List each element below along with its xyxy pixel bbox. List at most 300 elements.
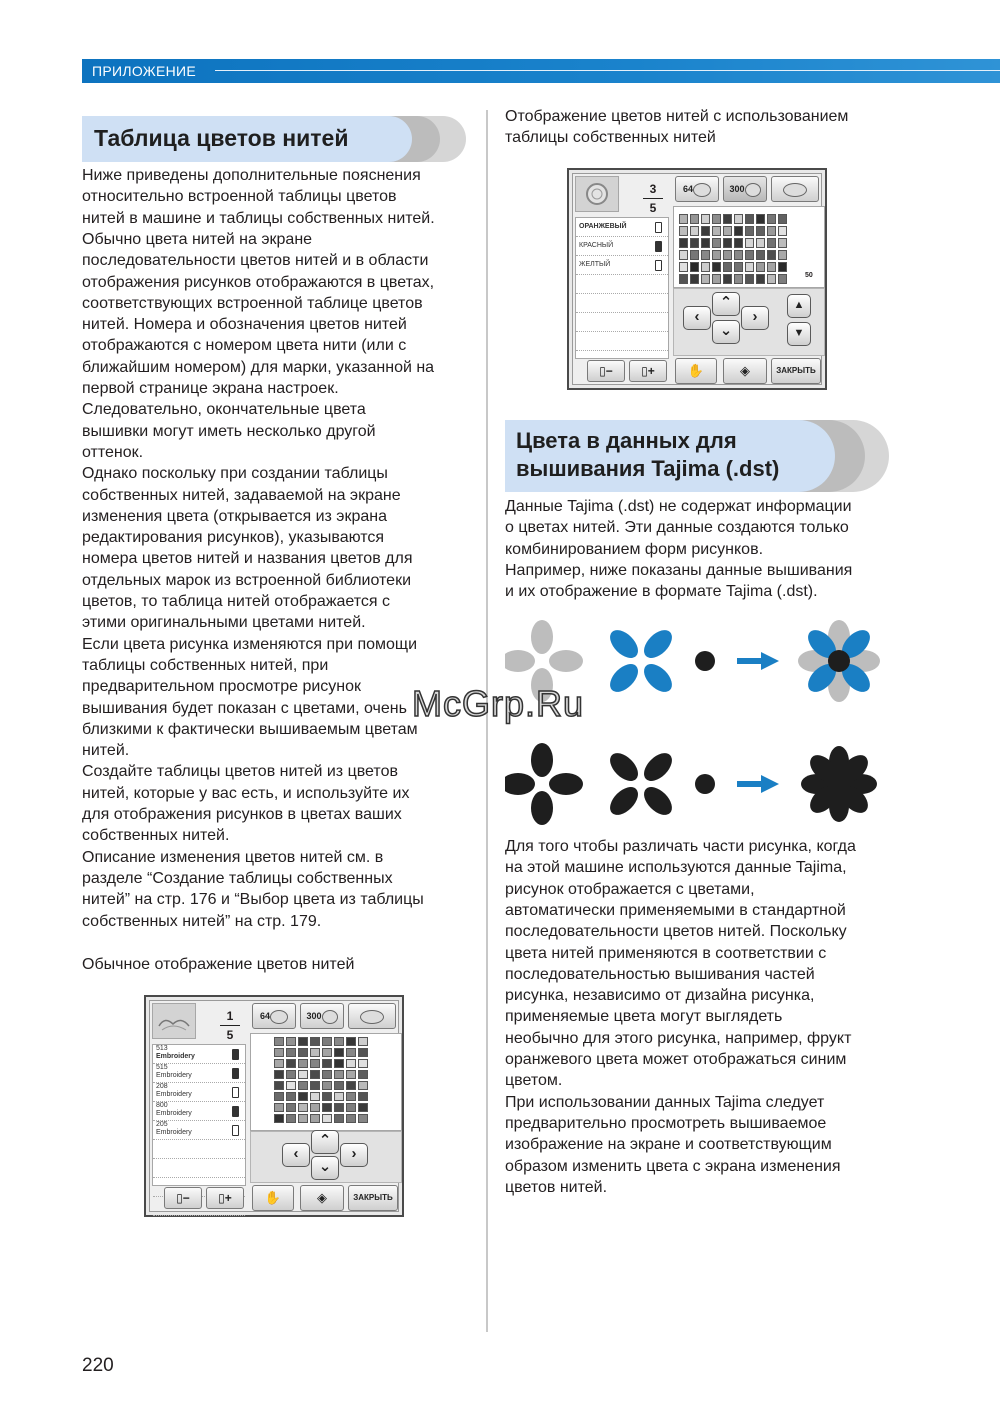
text-line: Например, ниже показаны данные вышивания [505, 561, 853, 579]
color-swatch[interactable] [310, 1048, 320, 1057]
arrow-up-button[interactable]: ⌃ [712, 292, 740, 316]
sort-icon: ◈ [317, 1190, 327, 1205]
color-swatch[interactable] [767, 262, 776, 272]
color-swatch[interactable] [734, 214, 743, 224]
color-swatch[interactable] [679, 238, 688, 248]
text-line: комбинированием форм рисунков. [505, 540, 764, 558]
color-swatch[interactable] [712, 274, 721, 284]
text-line: вышивки могут иметь несколько другой [82, 422, 376, 440]
thread-color-name: ОРАНЖЕВЫЙ [579, 223, 627, 230]
color-swatch[interactable] [298, 1048, 308, 1057]
fraction-line [220, 1025, 240, 1026]
color-swatch[interactable] [745, 226, 754, 236]
arrow-down-button[interactable]: ⌄ [712, 320, 740, 344]
page-number: 220 [82, 1355, 114, 1376]
thread-list-item[interactable] [576, 218, 668, 237]
black-dot-icon [695, 651, 715, 671]
color-swatch[interactable] [310, 1114, 320, 1123]
text-line: вышивания будет показан с цветами, очень [82, 699, 407, 717]
thread-list-item[interactable] [153, 1102, 245, 1121]
color-swatch[interactable] [745, 250, 754, 260]
btn-64-label: 64 [259, 1011, 270, 1021]
color-swatch[interactable] [745, 262, 754, 272]
text-line: собственных нитей. [82, 827, 230, 845]
text-line: нитей, которые у вас есть, и используйте их [82, 784, 410, 802]
thread-list-item[interactable] [153, 1064, 245, 1083]
color-swatch[interactable] [334, 1070, 344, 1079]
empty-list-slot [576, 294, 668, 313]
arrow-left-button[interactable]: ‹ [282, 1143, 310, 1167]
text-line: предварительном просмотре рисунок [82, 678, 362, 696]
color-swatch[interactable] [701, 274, 710, 284]
color-swatch[interactable] [334, 1103, 344, 1112]
sort-button[interactable] [723, 358, 767, 384]
screen-custom-thread-display [567, 168, 827, 390]
custom-spool-icon [783, 183, 807, 197]
text-line: Однако поскольку при создании таблицы [82, 465, 388, 483]
color-swatch[interactable] [310, 1103, 320, 1112]
color-swatch[interactable] [778, 274, 787, 284]
color-swatch[interactable] [346, 1114, 356, 1123]
page-total: 5 [649, 201, 657, 215]
text-line: цвета нитей применяются в соответствии с [505, 944, 827, 962]
palette-oval-icon [745, 183, 761, 197]
plus-label: + [647, 364, 655, 378]
text-line: Ниже приведены дополнительные пояснения [82, 167, 421, 184]
section-title-line1: Цвета в данных для [516, 428, 737, 453]
sort-icon: ◈ [740, 363, 750, 378]
text-line: отдельных марок из встроенной библиотеки [82, 571, 412, 589]
text-line: автоматически применяемыми в стандартной [505, 901, 846, 919]
color-swatch[interactable] [322, 1059, 332, 1068]
thread-brand: Embroidery [156, 1053, 195, 1060]
page-fraction [643, 182, 663, 215]
arrow-right-button[interactable]: › [741, 306, 769, 330]
empty-list-slot [153, 1159, 245, 1178]
text-line: собственных нитей” на стр. 179. [82, 912, 322, 930]
spool-icon [655, 241, 662, 252]
hand-button[interactable] [252, 1185, 294, 1211]
color-swatch[interactable] [712, 226, 721, 236]
page-current: 3 [649, 182, 657, 196]
pattern-thumbnail [152, 1003, 196, 1039]
color-swatch[interactable] [723, 262, 732, 272]
color-swatch[interactable] [334, 1048, 344, 1057]
color-swatch[interactable] [723, 238, 732, 248]
empty-list-slot [576, 313, 668, 332]
text-line: последовательности цветов нитей и в области [82, 252, 429, 270]
color-swatch[interactable] [767, 238, 776, 248]
color-swatch[interactable] [358, 1114, 368, 1123]
color-swatch[interactable] [274, 1059, 284, 1068]
color-swatch[interactable] [274, 1081, 284, 1090]
text-line: необычно для этого рисунка, например, фрукт [505, 1029, 852, 1047]
arrow-down-button[interactable]: ⌄ [311, 1156, 339, 1180]
text-line: собственных нитей, задаваемой на экране [82, 486, 401, 504]
text-line: нитей. [82, 742, 130, 760]
section-title: Таблица цветов нитей [94, 125, 349, 151]
text-line: таблицы собственных нитей, при [82, 656, 329, 674]
color-swatch[interactable] [358, 1092, 368, 1101]
color-swatch[interactable] [346, 1092, 356, 1101]
color-palette-grid [679, 214, 787, 284]
text-line: Создайте таблицы цветов нитей из цветов [82, 763, 398, 781]
fraction-line [643, 198, 663, 199]
text-line: этими оригинальными цветами нитей. [82, 614, 366, 632]
text-line: редактирования рисунков), указываются [82, 529, 385, 547]
close-label: ЗАКРЫТЬ [776, 366, 816, 375]
text-line: соответствующих встроенной таблице цветов [82, 294, 423, 312]
empty-list-slot [576, 332, 668, 351]
text-line: образом изменить цвета с экрана изменения [505, 1157, 841, 1175]
btn-64-colors[interactable] [252, 1003, 296, 1029]
color-swatch[interactable] [723, 274, 732, 284]
color-swatch[interactable] [334, 1059, 344, 1068]
text-line: для отображения рисунков в цветах ваших [82, 806, 402, 823]
color-swatch[interactable] [298, 1103, 308, 1112]
custom-spool-icon [360, 1010, 384, 1024]
color-swatch[interactable] [358, 1070, 368, 1079]
text-line: разделе “Создание таблицы собственных [82, 869, 393, 887]
color-swatch[interactable] [298, 1037, 308, 1046]
color-swatch[interactable] [286, 1092, 296, 1101]
btn-64-colors[interactable] [675, 176, 719, 202]
black-x-flower-icon [605, 748, 677, 820]
color-swatch[interactable] [756, 238, 765, 248]
page-fraction [220, 1009, 240, 1042]
spool-icon [232, 1087, 239, 1098]
text-line: Описание изменения цветов нитей см. в [82, 848, 384, 866]
text-line: Для того чтобы различать части рисунка, когда [505, 838, 856, 855]
btn-300-colors[interactable] [300, 1003, 344, 1029]
text-line: отображаются с номером цвета нити (или с [82, 337, 407, 355]
black-combined-flower-icon [801, 746, 877, 822]
color-swatch[interactable] [778, 214, 787, 224]
text-line: цветов нитей. [505, 1178, 608, 1196]
color-swatch[interactable] [322, 1037, 332, 1046]
text-line: нитей. Номера и обозначения цветов нитей [82, 316, 407, 334]
color-swatch[interactable] [334, 1037, 344, 1046]
section-header-tajima [505, 420, 891, 492]
caption-normal-display: Обычное отображение цветов нитей [82, 956, 355, 973]
color-swatch[interactable] [712, 238, 721, 248]
thread-color-name: ЖЕЛТЫЙ [579, 261, 611, 268]
text-line: рисунок отображается с цветами, [505, 880, 755, 898]
spool-icon [232, 1106, 239, 1117]
color-swatch[interactable] [734, 262, 743, 272]
color-swatch[interactable] [286, 1103, 296, 1112]
text-line: и их отображение в формате Tajima (.dst). [505, 583, 818, 601]
chapter-band [82, 59, 1000, 83]
combined-color-flower-icon [798, 620, 880, 702]
thread-brand: Embroidery [156, 1110, 192, 1117]
empty-list-slot [153, 1140, 245, 1159]
plus-label: + [224, 1191, 232, 1205]
text-line: цветов, то таблица нитей отображается с [82, 593, 391, 610]
color-swatch[interactable] [322, 1114, 332, 1123]
color-swatch[interactable] [274, 1103, 284, 1112]
hand-icon: ✋ [687, 363, 705, 378]
text-line: оттенок. [82, 443, 144, 461]
color-swatch[interactable] [322, 1070, 332, 1079]
color-swatch[interactable] [322, 1092, 332, 1101]
close-label: ЗАКРЫТЬ [353, 1193, 393, 1202]
color-swatch[interactable] [358, 1081, 368, 1090]
color-swatch[interactable] [701, 238, 710, 248]
color-swatch[interactable] [334, 1114, 344, 1123]
color-swatch[interactable] [274, 1037, 284, 1046]
spool-icon [232, 1125, 239, 1136]
color-swatch[interactable] [346, 1037, 356, 1046]
chapter-label: ПРИЛОЖЕНИЕ [92, 63, 197, 79]
color-swatch[interactable] [298, 1070, 308, 1079]
color-swatch[interactable] [701, 226, 710, 236]
color-swatch[interactable] [756, 214, 765, 224]
color-swatch[interactable] [723, 250, 732, 260]
color-swatch[interactable] [701, 262, 710, 272]
section-header-thread-table [82, 116, 468, 162]
text-line: номера цветов нитей и названия цветов для [82, 550, 413, 568]
color-swatch[interactable] [690, 274, 699, 284]
text-line: Следовательно, окончательные цвета [82, 401, 366, 419]
close-button[interactable] [348, 1185, 398, 1211]
color-swatch[interactable] [690, 238, 699, 248]
spool-minus-button[interactable]: ▯− [164, 1187, 202, 1209]
text-line: рисунка, независимо от дизайна рисунка, [505, 987, 815, 1005]
blue-x-flower-icon [605, 625, 677, 697]
color-swatch[interactable] [690, 250, 699, 260]
btn-64-label: 64 [682, 184, 693, 194]
color-swatch[interactable] [712, 262, 721, 272]
color-swatch[interactable] [734, 250, 743, 260]
pattern-thumbnail [575, 176, 619, 212]
color-swatch[interactable] [286, 1059, 296, 1068]
thread-number: 208 [156, 1083, 168, 1090]
thread-list [152, 1044, 246, 1186]
watermark: McGrp.Ru [412, 683, 585, 724]
thread-list-item[interactable] [153, 1083, 245, 1102]
color-swatch[interactable] [690, 226, 699, 236]
scroll-down-button[interactable]: ▼ [787, 322, 811, 346]
color-swatch[interactable] [274, 1048, 284, 1057]
color-swatch[interactable] [679, 214, 688, 224]
color-swatch[interactable] [745, 274, 754, 284]
black-cross-flower-icon [505, 743, 583, 825]
btn-300-colors[interactable] [723, 176, 767, 202]
sort-button[interactable] [300, 1185, 344, 1211]
color-swatch[interactable] [745, 214, 754, 224]
thread-number: 515 [156, 1064, 168, 1071]
spool-icon [232, 1049, 239, 1060]
color-swatch[interactable] [679, 262, 688, 272]
btn-custom-table[interactable] [771, 176, 819, 202]
color-count: 50 [805, 272, 813, 279]
color-swatch[interactable] [322, 1081, 332, 1090]
thread-list-item[interactable] [153, 1045, 245, 1064]
color-swatch[interactable] [712, 250, 721, 260]
palette-oval-icon [693, 183, 711, 197]
text-line: нитей” на стр. 176 и “Выбор цвета из таблицы [82, 891, 424, 909]
text-line: изменения цвета (открывается из экрана [82, 507, 387, 525]
color-swatch[interactable] [322, 1103, 332, 1112]
color-swatch[interactable] [701, 250, 710, 260]
color-swatch[interactable] [756, 226, 765, 236]
color-swatch[interactable] [723, 214, 732, 224]
color-swatch[interactable] [310, 1037, 320, 1046]
text-line: применяемые цвета могут выглядеть [505, 1008, 783, 1026]
arrow-up-button[interactable]: ⌃ [311, 1130, 339, 1154]
thread-list-item[interactable] [576, 256, 668, 275]
thread-number: 800 [156, 1102, 168, 1109]
thread-list-item[interactable] [576, 237, 668, 256]
color-swatch[interactable] [358, 1059, 368, 1068]
text-line: таблицы собственных нитей [505, 129, 716, 147]
color-swatch[interactable] [358, 1048, 368, 1057]
spool-plus-button[interactable]: ▯+ [206, 1187, 244, 1209]
thread-brand: Embroidery [156, 1129, 192, 1136]
spool-icon [655, 222, 662, 233]
thread-list [575, 217, 669, 359]
text-line: изображение на экране и соответствующим [505, 1136, 832, 1154]
color-swatch[interactable] [723, 226, 732, 236]
thread-brand: Embroidery [156, 1091, 192, 1098]
text-line: на этой машине используются данные Tajima, [505, 859, 847, 877]
color-swatch[interactable] [346, 1048, 356, 1057]
color-swatch[interactable] [346, 1103, 356, 1112]
arrow-right-button[interactable]: › [340, 1143, 368, 1167]
color-swatch[interactable] [679, 250, 688, 260]
color-swatch[interactable] [310, 1070, 320, 1079]
page-current: 1 [226, 1009, 234, 1023]
color-swatch[interactable] [274, 1092, 284, 1101]
text-line: ближайшим номером) для марки, указанной на [82, 358, 435, 376]
text-line: последовательностью вышивания частей [505, 965, 815, 983]
color-swatch[interactable] [298, 1092, 308, 1101]
color-swatch[interactable] [346, 1081, 356, 1090]
spool-minus-button[interactable]: ▯− [587, 360, 625, 382]
color-swatch[interactable] [346, 1070, 356, 1079]
close-button[interactable] [771, 358, 821, 384]
text-line: Обычно цвета нитей на экране [82, 230, 313, 248]
palette-oval-icon [270, 1010, 288, 1024]
color-swatch[interactable] [298, 1081, 308, 1090]
thread-brand: Embroidery [156, 1072, 192, 1079]
color-swatch[interactable] [767, 250, 776, 260]
color-swatch[interactable] [778, 250, 787, 260]
thread-number: 513 [156, 1045, 168, 1052]
color-swatch[interactable] [286, 1114, 296, 1123]
arrow-left-button[interactable]: ‹ [683, 306, 711, 330]
color-swatch[interactable] [358, 1037, 368, 1046]
spool-icon [232, 1068, 239, 1079]
color-swatch[interactable] [346, 1059, 356, 1068]
color-swatch[interactable] [322, 1048, 332, 1057]
color-swatch[interactable] [712, 214, 721, 224]
text-line: нитей в машине и таблицы собственных нитей. [82, 209, 435, 227]
color-swatch[interactable] [286, 1048, 296, 1057]
color-swatch[interactable] [778, 238, 787, 248]
hand-icon: ✋ [264, 1190, 282, 1205]
thread-number: 205 [156, 1121, 168, 1128]
color-swatch[interactable] [334, 1092, 344, 1101]
color-swatch[interactable] [778, 226, 787, 236]
color-swatch[interactable] [690, 214, 699, 224]
color-swatch[interactable] [679, 226, 688, 236]
section-title-line2: вышивания Tajima (.dst) [516, 456, 780, 481]
color-swatch[interactable] [734, 226, 743, 236]
color-swatch[interactable] [286, 1070, 296, 1079]
color-swatch[interactable] [286, 1081, 296, 1090]
color-swatch[interactable] [679, 274, 688, 284]
text-line: близкими к фактически вышиваемым цветам [82, 720, 418, 738]
spool-icon [655, 260, 662, 271]
color-swatch[interactable] [286, 1037, 296, 1046]
text-line: Данные Tajima (.dst) не содержат информации [505, 498, 852, 515]
spool-plus-button[interactable]: ▯+ [629, 360, 667, 382]
text-line: цветом. [505, 1072, 563, 1090]
color-swatch[interactable] [745, 238, 754, 248]
color-palette-grid [274, 1037, 368, 1123]
hand-button[interactable] [675, 358, 717, 384]
btn-300-label: 300 [729, 184, 745, 194]
text-line: Отображение цветов нитей с использованием [505, 108, 849, 125]
color-swatch[interactable] [298, 1059, 308, 1068]
color-swatch[interactable] [274, 1070, 284, 1079]
color-swatch[interactable] [334, 1081, 344, 1090]
color-swatch[interactable] [767, 226, 776, 236]
text-line: отображения рисунков отображаются в цветах, [82, 273, 435, 291]
blue-arrow-icon [737, 652, 779, 670]
embroidery-thumbnail-icon [576, 177, 618, 211]
color-swatch[interactable] [756, 274, 765, 284]
palette-oval-icon [322, 1010, 338, 1024]
page-total: 5 [226, 1028, 234, 1042]
color-swatch[interactable] [310, 1081, 320, 1090]
color-swatch[interactable] [310, 1059, 320, 1068]
color-swatch[interactable] [734, 274, 743, 284]
minus-label: − [182, 1191, 190, 1205]
btn-300-label: 300 [306, 1011, 322, 1021]
screen-normal-thread-display [144, 995, 404, 1217]
text-line: о цветах нитей. Эти данные создаются только [505, 519, 849, 537]
color-swatch[interactable] [358, 1103, 368, 1112]
color-swatch[interactable] [767, 274, 776, 284]
text-line: оранжевого цвета может отображаться синим [505, 1051, 847, 1068]
text-line: относительно встроенной таблицы цветов [82, 188, 397, 206]
text-line: предварительно просмотреть вышиваемое [505, 1114, 827, 1132]
thread-list-item[interactable] [153, 1121, 245, 1140]
chapter-rule [215, 70, 1000, 71]
text-line: Если цвета рисунка изменяются при помощи [82, 635, 418, 653]
color-swatch[interactable] [767, 214, 776, 224]
color-swatch[interactable] [274, 1114, 284, 1123]
embroidery-thumbnail-icon [153, 1004, 195, 1038]
black-dot-icon [695, 774, 715, 794]
color-swatch[interactable] [756, 262, 765, 272]
color-swatch[interactable] [701, 214, 710, 224]
color-swatch[interactable] [734, 238, 743, 248]
color-swatch[interactable] [310, 1092, 320, 1101]
color-swatch[interactable] [778, 262, 787, 272]
color-swatch[interactable] [690, 262, 699, 272]
text-line: последовательности цветов нитей. Поскольку [505, 923, 847, 941]
color-swatch[interactable] [298, 1114, 308, 1123]
btn-custom-table[interactable] [348, 1003, 396, 1029]
color-swatch[interactable] [756, 250, 765, 260]
scroll-up-button[interactable]: ▲ [787, 294, 811, 318]
empty-list-slot [576, 275, 668, 294]
text-line: При использовании данных Tajima следует [505, 1093, 825, 1111]
